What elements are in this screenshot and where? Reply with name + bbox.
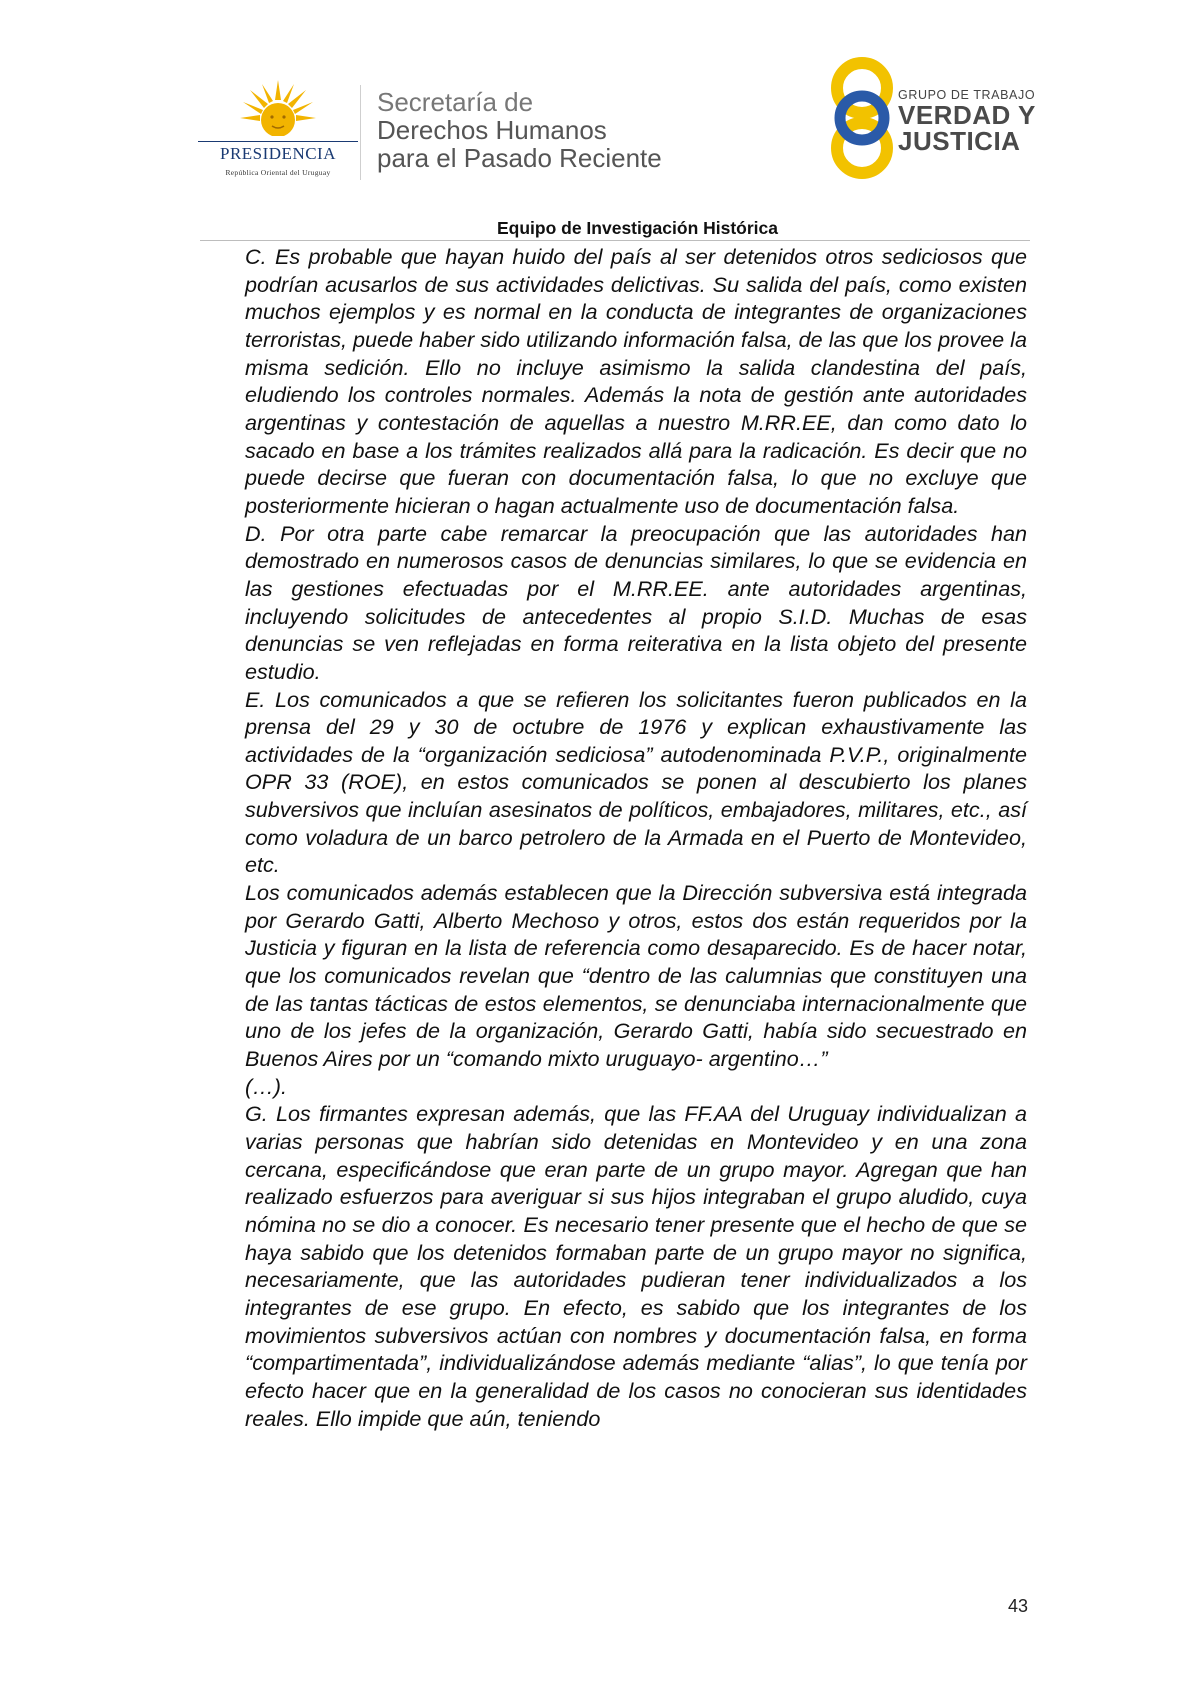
presidencia-subtitle: República Oriental del Uruguay bbox=[225, 168, 331, 177]
paragraph-d: D. Por otra parte cabe remarcar la preocupación que las autoridades han demostrado en numerosos casos de denuncias similares, lo que se evidencia en las gestiones efectuadas por el M.RR.EE. ante autoridades argentinas, incluyendo solicitudes de antecedentes al propio S.I.D. Muchas de esas denuncias se ven reflejadas en forma reiterativa en la lista objeto del presente estudio. bbox=[245, 520, 1027, 684]
secretaria-line2: Derechos Humanos bbox=[377, 115, 607, 145]
secretaria-logo-text bbox=[377, 88, 662, 172]
secretaria-line1: Secretaría de bbox=[377, 87, 534, 117]
team-title: Equipo de Investigación Histórica bbox=[496, 218, 779, 238]
presidencia-name: PRESIDENCIA bbox=[219, 144, 336, 163]
paragraph-comunicados: Los comunicados además establecen que la Dirección subversiva está integrada por Gerardo Gatti, Alberto Mechoso y otros, estos dos están requeridos por la Justicia y figuran en la lista de referencia como desaparecido. Es de hacer notar, que los comunicados revelan que “dentro de las calumnias que constituyen una de las tantas tácticas de estos elementos, se denunciaba internacionalmente que uno de los jefes de la organización, Gerardo Gatti, había sido secuestrado en Buenos Aires por un “comando mixto uruguayo- argentino…” bbox=[245, 880, 1027, 1072]
page-number: 43 bbox=[1008, 1596, 1029, 1616]
paragraph-g: G. Los firmantes expresan además, que las FF.AA del Uruguay individualizan a varias personas que habrían sido detenidas en Montevideo y en una zona cercana, especificándose que eran parte de un grupo mayor. Agregan que han realizado esfuerzos para averiguar si sus hijos integraban el grupo aludido, cuya nómina no se dio a conocer. Es necesario tener presente que el hecho de que se haya sabido que los detenidos formaban parte de un grupo mayor no significa, necesariamente, que las autoridades pudieran tener individualizados a los integrantes de ese grupo. En efecto, es sabido que los integrantes de los movimientos subversivos actúan con nombres y documentación falsa, en forma “compartimentada”, individualizándose además mediante “alias”, lo que tenía por efecto hacer que en la generalidad de los casos no conocieran sus identidades reales. Ello impide que aún, teniendo bbox=[245, 1101, 1027, 1431]
sun-of-may-icon bbox=[238, 78, 318, 148]
paragraph-e: E. Los comunicados a que se refieren los solicitantes fueron publicados en la prensa del 29 y 30 de octubre de 1976 y explican exhaustivamente las actividades de la “organización sediciosa” autodenominada P.V.P., originalmente OPR 33 (ROE), en estos comunicados se ponen al descubierto los planes subversivos que incluían asesinatos de políticos, embajadores, militares, etc., así como voladura de un barco petrolero de la Armada en el Puerto de Montevideo, etc. bbox=[245, 686, 1027, 878]
paragraph-c: C. Es probable que hayan huido del país al ser detenidos otros sediciosos que podrían acusarlos de sus actividades delictivas. Su salida del país, como existen muchos ejemplos y es normal en la conducta de integrantes de organizaciones terroristas, puede haber sido utilizando información falsa, de las que los provee la misma sedición. Ello no incluye asimismo la salida clandestina del país, eludiendo los controles normales. Además la nota de gestión ante autoridades argentinas y contestación de aquellas a nuestro M.RR.EE, dan como dato lo sacado en base a los trámites realizados allá para la radicación. Es decir que no puede decirse que fueran con documentación falsa, lo que no excluye que posteriormente hicieran o hagan actualmente uso de documentación falsa. bbox=[245, 244, 1027, 518]
grupo-line3: JUSTICIA bbox=[898, 126, 1021, 156]
page-header bbox=[0, 0, 1190, 230]
paragraph-ellipsis: (…). bbox=[245, 1073, 287, 1099]
header-rule bbox=[200, 240, 1030, 241]
presidencia-logo bbox=[198, 78, 358, 186]
grupo-logo-text bbox=[898, 88, 1036, 154]
document-body bbox=[245, 243, 1027, 1432]
interlocked-rings-icon bbox=[822, 56, 906, 180]
secretaria-line3: para el Pasado Reciente bbox=[377, 143, 662, 173]
header-divider bbox=[360, 85, 361, 180]
grupo-line1: GRUPO DE TRABAJO bbox=[898, 88, 1036, 102]
presidencia-divider bbox=[198, 141, 358, 142]
grupo-line2: VERDAD Y bbox=[898, 100, 1036, 130]
